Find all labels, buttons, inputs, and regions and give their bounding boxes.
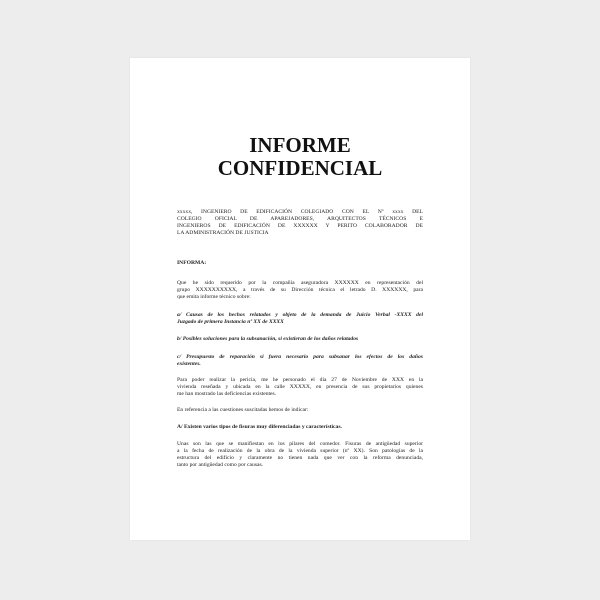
informa-label: INFORMA: [177,260,207,266]
item-a [177,312,423,326]
item-a-line: Juzgado de primera Instancia nº XX de XXXX [177,319,284,325]
paragraph-3 [177,407,423,414]
item-b [177,336,423,343]
document-page [130,58,470,540]
item-c-line: c/ Presupuesto de reparación si fuera necesario para subsanar los efectos de los daños [177,354,423,360]
document-title-line-1: INFORME [249,133,351,157]
paragraph-line: me han mostrado las deficiencias existentes. [177,391,277,397]
paragraph-line: Unas son las que se manifiestan en los pilares del comedor. Fisuras de antigüedad superior [177,441,423,447]
paragraph-line: En referencia a las cuestiones suscitadas hemos de indicar: [177,407,309,413]
section-a-line: A/ Existen varios tipos de fisuras muy diferenciadas y características. [177,424,342,430]
intro-line: INGENIEROS DE EDIFICACIÓN DE XXXXXX Y PERITO COLABORADOR DE [177,223,423,229]
paragraph-2 [177,377,423,398]
paragraph-line: Para poder realizar la pericia, me he personado el día 27 de Noviembre de XXX en la [177,377,423,383]
document-title-line-2: CONFIDENCIAL [217,156,383,180]
paragraph-4 [177,441,423,469]
paragraph-1 [177,280,423,301]
paragraph-line: a la fecha de realización de la obra de la vivienda superior (nº XX). Son patologías de la [177,448,423,454]
intro-paragraph [177,209,423,237]
item-c [177,354,423,368]
intro-line: xxxxx, INGENIERO DE EDIFICACIÓN COLEGIADO CON EL Nº xxxx DEL [177,209,423,215]
paragraph-line: estructura del edificio y claramente no tienen nada que ver con la reforma denunciada, [177,455,423,461]
item-c-line: existentes. [177,361,201,367]
informa-heading [177,260,423,267]
paragraph-line: que emita informe técnico sobre: [177,294,251,300]
paragraph-line: vivienda reseñada y ubicada en la calle XXXXX, en presencia de sus propietarios quienes [177,384,423,390]
paragraph-line: grupo XXXXXXXXXX, a través de su Dirección técnica el letrado D. XXXXXX, para [177,287,423,293]
intro-line: COLEGIO OFICIAL DE APAREJADORES, ARQUITECTOS TÉCNICOS E [177,216,423,222]
intro-line: LA ADMINISTRACIÓN DE JUSTICIA [177,230,269,236]
item-b-line: b/ Posibles soluciones para la subsanación, si existieran de los daños relatados [177,336,359,342]
item-a-line: a/ Causas de los hechos relatados y objeto de la demanda de Juicio Verbal -XXXX del [177,312,423,318]
section-a-heading [177,424,423,431]
paragraph-line: tanto por antigüedad como por causas. [177,462,264,468]
paragraph-line: Que he sido requerido por la compañía aseguradora XXXXXX en representación del [177,280,423,286]
